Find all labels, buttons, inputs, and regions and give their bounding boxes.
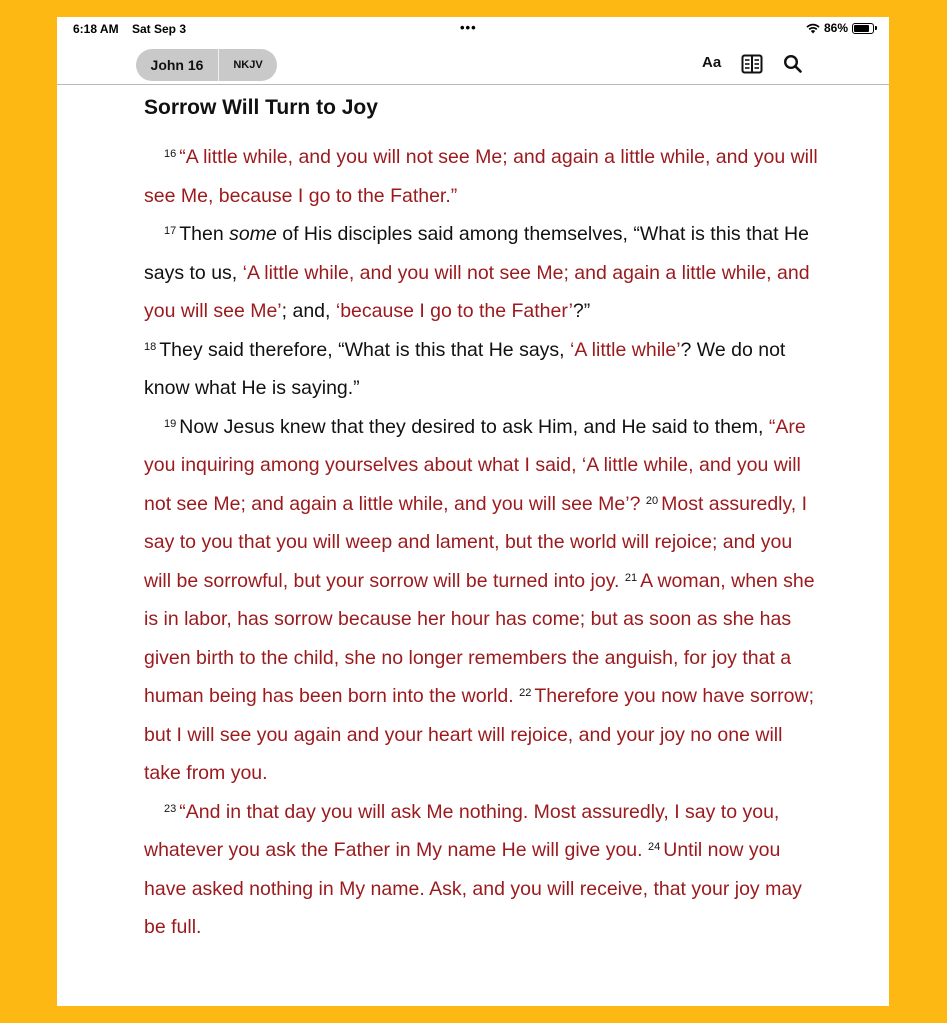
multitasking-dots-icon[interactable]: ••• [460,20,477,35]
battery-icon [852,23,874,34]
verse-text-red: ‘because I go to the Father’ [335,300,573,322]
battery-percent: 86% [823,21,848,35]
verse-text-red: “And in that day you will ask Me nothing. Most assuredly, I say to you, whatever you ask the Father in My name He will give you. [144,800,780,861]
verse-text-red: “A little while, and you will not see Me; and again a little while, and you will see Me, because I go to the Father.” [144,146,818,207]
parallel-view-icon[interactable] [741,54,763,74]
paragraph-v23-24 [144,793,824,947]
wifi-icon [806,23,820,34]
verse-text-italic: some [229,223,277,245]
verse-text-red: A woman, when she is in labor, has sorrow because her hour has come; but as soon as she has given birth to the child, she no longer remembers the anguish, for joy that a human being has been born into the world. [144,569,815,707]
verse-number[interactable]: 24 [647,841,661,853]
verse-text: Now Jesus knew that they desired to ask Him, and He said to them, [179,415,769,438]
status-right-group [806,21,877,35]
section-heading: Sorrow Will Turn to Joy [144,96,378,119]
verse-text-red: Until now you have asked nothing in My name. Ask, and you will receive, that your joy may be full. [144,839,802,938]
verse-number[interactable]: 20 [645,494,659,507]
ipad-screen [57,17,889,1006]
verse-number[interactable]: 22 [519,687,532,699]
reader-toolbar [57,41,889,85]
verse-number[interactable]: 23 [164,802,177,815]
verse-text: ? We do not know what He is saying.” [144,338,786,399]
battery-cap [875,26,877,30]
paragraph-v16 [144,138,824,215]
version-button[interactable]: NKJV [233,59,263,71]
book-chapter-button[interactable]: John 16 [136,49,219,81]
verse-text-red: ‘A little while’ [570,338,681,361]
paragraph-v19-22 [144,408,824,793]
verse-text: They said therefore, “What is this that He says, [159,338,570,361]
status-date: Sat Sep 3 [132,22,187,36]
verse-text-red: Most assuredly, I say to you that you will weep and lament, but the world will rejoice; and you will be sorrowful, but your sorrow will be turned into joy. [144,492,808,592]
verse-text-red: “Are you inquiring among yourselves about what I said, ‘A little while, and you will not see Me; and again a little while, and you will see Me’? [144,415,806,515]
verse-number[interactable]: 21 [624,571,638,584]
verse-text: Then [179,223,230,245]
status-bar [57,17,889,41]
verse-text-red: Therefore you now have sorrow; but I will see you again and your heart will rejoice, and your joy no one will take from you. [144,685,814,784]
font-settings-button[interactable]: Aa [702,54,722,71]
chapter-text [144,89,824,947]
search-icon[interactable] [783,54,803,74]
status-time: 6:18 AM [73,22,119,36]
verse-number[interactable]: 18 [144,340,157,353]
battery-fill [854,25,869,32]
paragraph-v17-18 [144,215,824,408]
verse-text: ?” [572,300,591,322]
passage-selector [136,49,277,81]
verse-text: ; and, [281,300,336,322]
verse-text: of His disciples said among themselves, “What is this that He says to us, [144,223,809,284]
verse-text-red: ‘A little while, and you will not see Me; and again a little while, and you will see Me’ [144,261,810,322]
verse-number[interactable]: 16 [164,148,177,160]
verse-number[interactable]: 17 [164,225,177,237]
verse-number[interactable]: 19 [164,417,177,430]
